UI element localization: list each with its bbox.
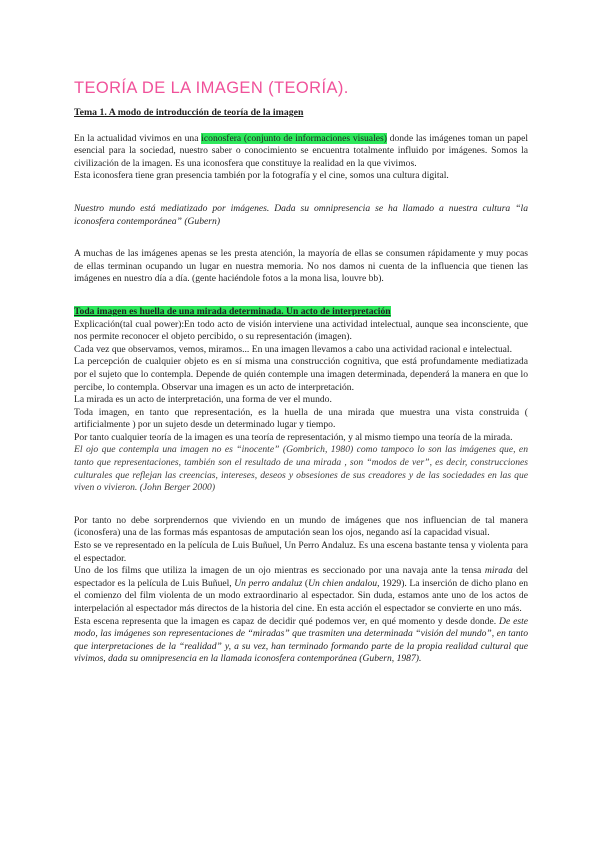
films-text-a: Uno de los films que utiliza la imagen de un ojo mientras es seccionado por una navaja ante la tensa xyxy=(74,565,485,577)
intro-text-after: donde las imágenes toman un papel esencial para la sociedad, nuestro saber o conocimiento se encuentra totalmente influido por imágenes. Somos la civilización de la imagen. Es una iconosfera que constituye la realidad en la que vivimos. xyxy=(74,132,529,169)
iconosfera-highlight: iconosfera (conjunto de informaciones visuales) xyxy=(201,132,387,144)
escena-paragraph xyxy=(74,616,528,666)
films-text-e: ( xyxy=(302,577,309,589)
escena-text-a: Esta escena representa que la imagen es capaz de decidir qué podemos ver, en qué momento y desde donde. xyxy=(74,615,500,627)
document-body xyxy=(74,78,528,666)
section-heading xyxy=(74,306,528,319)
films-title-fr: Un chien andalou, xyxy=(308,577,380,589)
films-text-c: del espectador es la película de Luis Buñuel, xyxy=(74,565,528,589)
films-mirada: mirada xyxy=(484,565,513,577)
sorprendernos-paragraph: Por tanto no debe sorprendernos que viviendo en un mundo de imágenes que nos influencian de tal manera (iconosfera) una de las formas más espantosas de amputación sean los ojos, negando así la capacidad visual. xyxy=(74,514,528,539)
escena-quote: De este modo, las imágenes son representaciones de “miradas” que trasmiten una determinada “visión del mundo”, en tanto que interpretaciones de la “realidad” y, a su vez, han terminado formando parte de la propia realidad cultural que vivimos, dada su omnipresencia en la llamada iconosfera contemporánea (Gubern, 1987). xyxy=(74,615,528,665)
bunuel-paragraph: Esto se ve representado en la película de Luis Buñuel, Un Perro Andaluz. Es una escena bastante tensa y violenta para el espectador. xyxy=(74,540,528,564)
intro-paragraph xyxy=(74,133,528,171)
films-paragraph xyxy=(74,565,528,615)
films-title-es: Un perro andaluz xyxy=(234,577,303,589)
toda-imagen-paragraph: Toda imagen, en tanto que representación, es la huella de una mirada que muestra una vista construida ( artificialmente ) por un sujeto desde un determinado lugar y tiempo. xyxy=(74,406,528,431)
section-heading-text: Toda imagen es huella de una mirada determinada. Un acto de interpretación xyxy=(74,305,391,317)
explicacion-paragraph: Explicación(tal cual power):En todo acto de visión interviene una actividad intelectual, aunque sea inconsciente, que nos permite reconocer el objeto percibido, o su representación (imagen). xyxy=(74,318,528,343)
tema-heading: Tema 1. A modo de introducción de teoría de la imagen xyxy=(74,107,304,118)
gubern-quote: Nuestro mundo está mediatizado por imágenes. Dada su omnipresencia se ha llamado a nuestra cultura “la iconosfera contemporánea” (Gubern) xyxy=(74,202,528,227)
films-text-g: 1929). La inserción de dicho plano en el comienzo del film violenta de un modo extraordinario al espectador. Sin duda, estamos ante uno de los actos de interpelación al espectador más directos de la historia del cine. En esta acción el espectador se convierte en uno más. xyxy=(74,577,529,614)
memory-paragraph: A muchas de las imágenes apenas se les presta atención, la mayoría de ellas se consumen rápidamente y muy pocas de ellas terminan ocupando un lugar en nuestra memoria. No nos damos ni cuenta de la influencia que tienen las imágenes en nuestro día a día. (gente haciéndole fotos a la mona lisa, louvre bb). xyxy=(74,248,528,285)
mirada-paragraph: La mirada es un acto de interpretación, una forma de ver el mundo. xyxy=(74,394,332,406)
intro-text-before: En la actualidad vivimos en una xyxy=(74,132,202,144)
cada-vez-paragraph: Cada vez que observamos, vemos, miramos... En una imagen llevamos a cabo una actividad racional e intelectual. xyxy=(74,343,512,355)
photo-paragraph: Esta iconosfera tiene gran presencia también por la fotografía y el cine, somos una cultura digital. xyxy=(74,170,449,182)
portanto-paragraph: Por tanto cualquier teoría de la imagen es una teoría de representación, y al mismo tiempo una teoría de la mirada. xyxy=(74,431,513,443)
gombrich-quote: El ojo que contempla una imagen no es “inocente” (Gombrich, 1980) como tampoco lo son las imágenes que, en tanto que representaciones, también son el resultado de una mirada , son “modos de ver”, es decir, construcciones culturales que reflejan las creencias, intereses, deseos y obsesiones de sus creadores y de las sociedades en las que viven o vivieron. (John Berger 2000) xyxy=(74,444,528,494)
page-title: TEORÍA DE LA IMAGEN (TEORÍA). xyxy=(74,79,349,97)
percepcion-paragraph: La percepción de cualquier objeto es en sí misma una construcción cognitiva, que está profundamente mediatizada por el sujeto que lo contempla. Depende de quién contemple una imagen determinada, dependerá la manera en que lo percibe, lo contempla. Observar una imagen es un acto de interpretación. xyxy=(74,356,528,393)
